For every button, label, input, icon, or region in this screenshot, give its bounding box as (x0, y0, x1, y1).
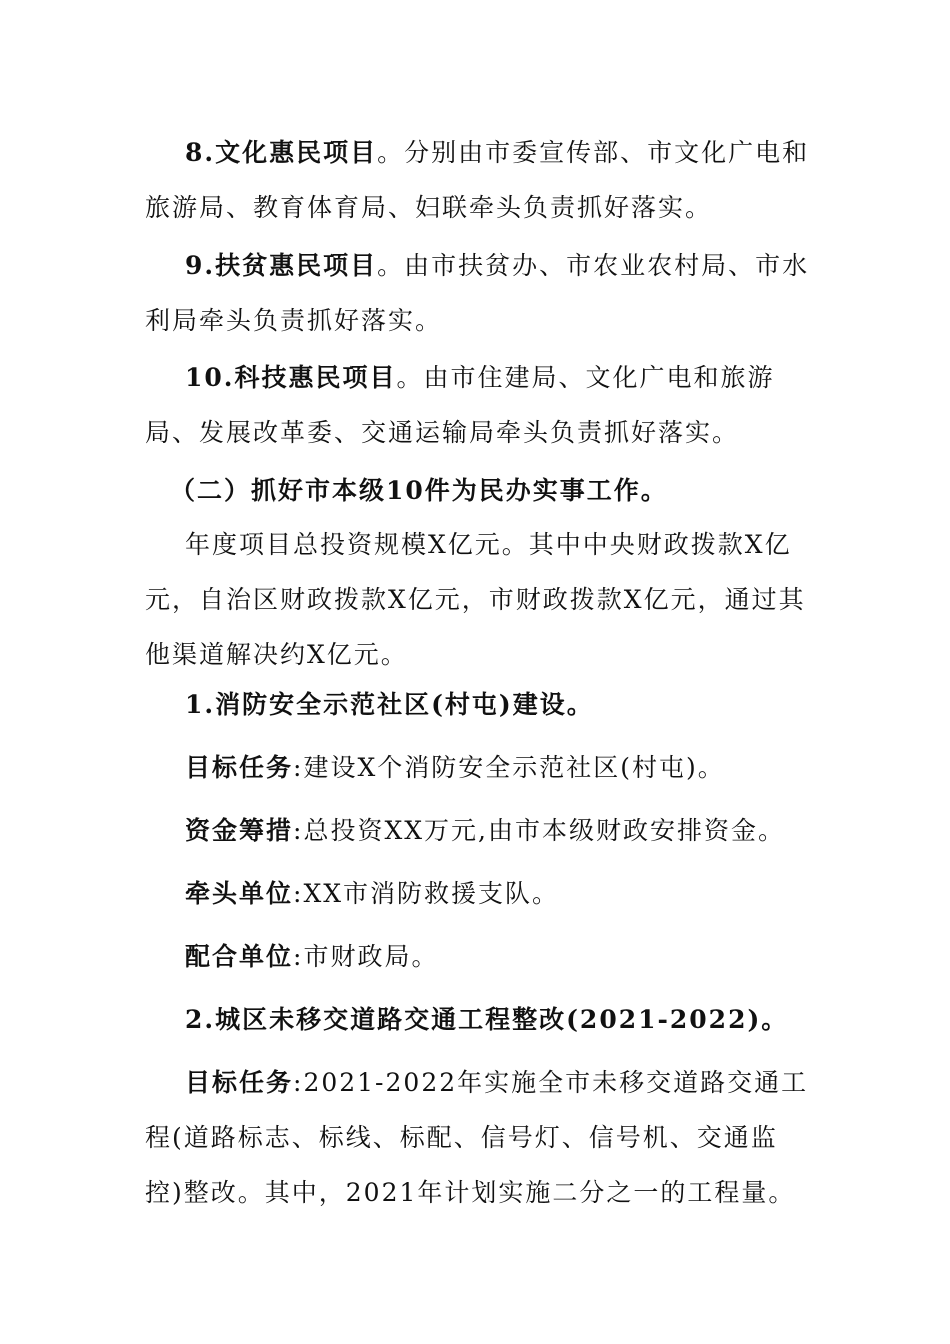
item-target (145, 1055, 810, 1220)
field-value: :市财政局。 (293, 942, 439, 971)
field-value: :XX市消防救援支队。 (293, 879, 560, 908)
paragraph-text: 。由市住建局、文化广电和旅游局、发展改革委、交通运输局牵头负责抓好落实。 (145, 363, 775, 447)
field-label: 目标任务 (185, 1068, 294, 1097)
field-label: 资金筹措 (185, 816, 294, 845)
field-label: 目标任务 (185, 753, 294, 782)
paragraph-lead: 8.文化惠民项目 (185, 138, 378, 167)
field-label: 牵头单位 (185, 879, 294, 908)
field-label: 配合单位 (185, 942, 294, 971)
field-value: :2021-2022年实施全市未移交道路交通工程(道路标志、标线、标配、信号灯、信号机、交通监控)整改。其中，2021年计划实施二分之一的工程量。 (145, 1068, 809, 1207)
paragraph-text: 。分别由市委宣传部、市文化广电和旅游局、教育体育局、妇联牵头负责抓好落实。 (145, 138, 810, 222)
item-coop-unit (145, 929, 810, 984)
field-value: :建设X个消防安全示范社区(村屯)。 (293, 753, 725, 782)
paragraph-lead: 10.科技惠民项目 (185, 363, 397, 392)
item-title: 1.消防安全示范社区(村屯)建设。 (185, 690, 594, 719)
section-intro: 年度项目总投资规模X亿元。其中中央财政拨款X亿元，自治区财政拨款X亿元，市财政拨款X亿元，通过其他渠道解决约X亿元。 (145, 530, 806, 669)
paragraph-tech-project (145, 350, 810, 460)
field-value: :总投资XX万元,由市本级财政安排资金。 (293, 816, 785, 845)
item-target (145, 740, 810, 795)
paragraph-text: 。由市扶贫办、市农业农村局、市水利局牵头负责抓好落实。 (145, 251, 810, 335)
item-title: 2.城区未移交道路交通工程整改(2021-2022)。 (185, 1005, 789, 1034)
paragraph-lead: 9.扶贫惠民项目 (185, 251, 378, 280)
item-lead-unit (145, 866, 810, 921)
paragraph-poverty-project (145, 238, 810, 348)
section-heading: （二）抓好市本级10件为民办实事工作。 (170, 476, 668, 505)
item-funding (145, 803, 810, 858)
paragraph-culture-project (145, 125, 810, 235)
